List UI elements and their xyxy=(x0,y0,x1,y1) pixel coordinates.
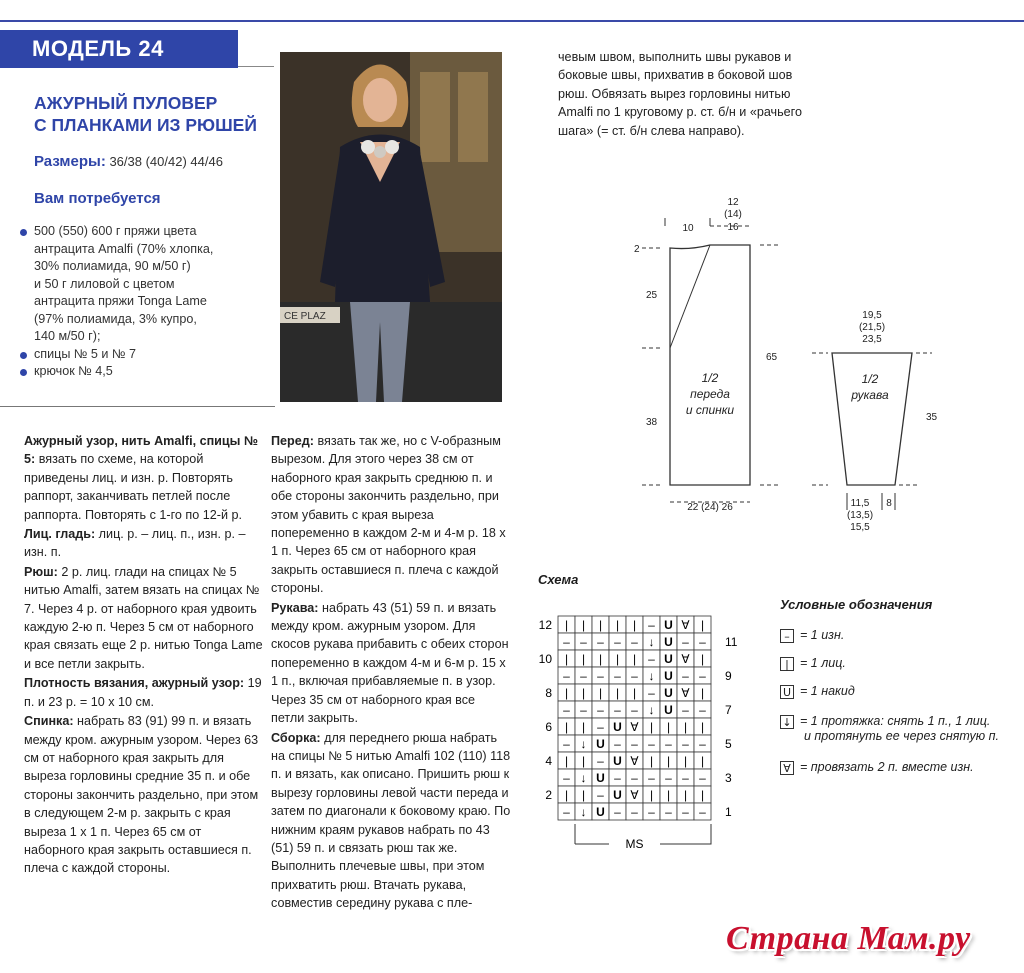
chart-symbol: | xyxy=(564,754,569,768)
chart-symbol: – xyxy=(563,703,570,717)
chart-symbol: U xyxy=(664,652,673,666)
chart-symbol: | xyxy=(632,686,637,700)
chart-row-number-right: 9 xyxy=(725,669,732,683)
model-number-tab: МОДЕЛЬ 24 xyxy=(0,30,238,68)
sleeve-length: 35 xyxy=(926,412,938,423)
instructions-column-3: чевым швом, выполнить швы рукавов и боковые швы, прихватив в боковой шов рюш. Обвязать вырез горловины нитью Amalfi по 1 круговому р. ст. б/н и «рачьего шага» (= ст. б/н слева направо). xyxy=(558,50,803,138)
paragraph-text: набрать 83 (91) 99 п. и вязать между кром. ажурным узором. Через 63 см от наборного края закрыть для выреза горловины средние 35 п. и обе стороны закончить раздельно, при этом в следующем 2-м р. закрыть с края выреза 1 х 1 п. Через 65 см от наборного края закрыть оставшиеся п. плеча с каждой стороны. xyxy=(24,714,259,876)
sleeve-bottom-width-2: (13,5) xyxy=(846,510,874,521)
chart-symbol: | xyxy=(615,686,620,700)
chart-symbol: | xyxy=(581,788,586,802)
chart-symbol: | xyxy=(632,652,637,666)
materials-list xyxy=(34,223,274,381)
chart-symbol: – xyxy=(563,635,570,649)
chart-symbol: Ɐ xyxy=(630,720,639,734)
chart-symbol: – xyxy=(580,703,587,717)
svg-text:CE PLAZ: CE PLAZ xyxy=(284,311,326,322)
chart-symbol: | xyxy=(615,618,620,632)
chart-symbol: – xyxy=(563,669,570,683)
chart-symbol: – xyxy=(682,771,689,785)
chart-symbol: – xyxy=(614,635,621,649)
chart-symbol: | xyxy=(649,754,654,768)
paragraph-heading: Рюш: xyxy=(24,564,58,579)
material-line: 30% полиамида, 90 м/50 г) xyxy=(34,259,191,273)
chart-symbol: U xyxy=(664,635,673,649)
sleeve-top-width-3: 23,5 xyxy=(862,334,882,345)
pattern-title xyxy=(34,92,274,136)
material-line: спицы № 5 и № 7 xyxy=(34,346,136,361)
chart-symbol: ↓ xyxy=(648,635,655,649)
chart-symbol: | xyxy=(666,754,671,768)
chart-symbol: – xyxy=(597,635,604,649)
chart-symbol: – xyxy=(648,686,655,700)
chart-symbol: – xyxy=(682,669,689,683)
chart-symbol: | xyxy=(700,720,705,734)
material-line: антрацита пряжи Tonga Lame xyxy=(34,294,207,308)
chart-symbol: – xyxy=(699,771,706,785)
chart-symbol: | xyxy=(683,788,688,802)
paragraph-heading: Лиц. гладь: xyxy=(24,527,96,542)
legend-symbol-icon: – xyxy=(780,629,794,643)
paragraph-heading: Сборка: xyxy=(271,730,321,745)
material-line: 500 (550) 600 г пряжи цвета xyxy=(34,224,197,238)
chart-symbol: U xyxy=(613,720,622,734)
paragraph-text: 2 р. лиц. глади на спицах № 5 нитью Amalfi, затем вязать на спицах № 7. Через 4 р. от наборного края удвоить каждую 2-ю п. Через 5 см от наборного края связать еще 2 р. нитью Tonga Lame и все петли закрыть. xyxy=(24,564,263,671)
body-top-width-1: 12 xyxy=(727,197,739,208)
chart-symbol: – xyxy=(648,771,655,785)
chart-symbol: | xyxy=(666,720,671,734)
material-item xyxy=(34,363,274,381)
sleeve-label-1: 1/2 xyxy=(861,372,879,386)
instruction-paragraph xyxy=(24,674,264,711)
chart-symbol: | xyxy=(581,720,586,734)
chart-symbol: | xyxy=(564,618,569,632)
chart-symbol: – xyxy=(631,669,638,683)
chart-row-number-left: 12 xyxy=(538,618,552,632)
chart-symbol: – xyxy=(614,737,621,751)
chart-symbol: Ɐ xyxy=(630,788,639,802)
chart-symbol: – xyxy=(614,805,621,819)
chart-symbol: ↓ xyxy=(648,669,655,683)
chart-symbol: – xyxy=(597,669,604,683)
chart-symbol: ↓ xyxy=(648,703,655,717)
chart-symbol: – xyxy=(682,737,689,751)
chart-symbol: U xyxy=(664,669,673,683)
chart-symbol: | xyxy=(700,686,705,700)
material-line: антрацита Amalfi (70% хлопка, xyxy=(34,241,214,256)
chart-symbol: | xyxy=(700,754,705,768)
chart-symbol: – xyxy=(563,805,570,819)
instruction-paragraph xyxy=(24,432,264,524)
chart-symbol: – xyxy=(665,771,672,785)
chart-symbol: | xyxy=(632,618,637,632)
top-rule xyxy=(0,20,1024,22)
legend-item xyxy=(780,714,999,743)
chart-symbol: – xyxy=(648,618,655,632)
chart-symbol: | xyxy=(683,720,688,734)
chart-symbol: – xyxy=(597,754,604,768)
chart-symbol: U xyxy=(596,737,605,751)
body-label-3: и спинки xyxy=(685,403,735,417)
legend-text: = провязать 2 п. вместе изн. xyxy=(800,760,974,774)
material-item xyxy=(34,223,274,346)
stitch-chart xyxy=(532,612,752,852)
tab-rule xyxy=(238,66,274,67)
bullet-icon xyxy=(20,352,27,359)
instruction-paragraph xyxy=(271,729,511,913)
chart-symbol: | xyxy=(649,720,654,734)
chart-symbol: – xyxy=(699,669,706,683)
instruction-paragraph xyxy=(24,712,264,878)
chart-symbol: | xyxy=(564,686,569,700)
material-line: 140 м/50 г); xyxy=(34,329,101,343)
legend-item xyxy=(780,684,855,699)
chart-row-number-left: 10 xyxy=(538,652,552,666)
chart-symbol: | xyxy=(700,652,705,666)
instruction-paragraph xyxy=(24,525,264,562)
legend-text-cont: и протянуть ее через снятую п. xyxy=(804,728,1000,743)
chart-symbol: | xyxy=(581,618,586,632)
chart-symbol: – xyxy=(563,737,570,751)
legend-symbol-icon: Ɐ xyxy=(780,761,794,775)
chart-symbol: U xyxy=(613,754,622,768)
chart-symbol: ↓ xyxy=(580,805,587,819)
sleeve-top-width-1: 19,5 xyxy=(862,310,882,321)
chart-symbol: – xyxy=(699,805,706,819)
body-label-1: 1/2 xyxy=(701,371,719,385)
title-line-1: АЖУРНЫЙ ПУЛОВЕР xyxy=(34,93,218,113)
chart-row-number-right: 11 xyxy=(725,635,738,649)
legend-item xyxy=(780,656,846,671)
legend-item xyxy=(780,628,844,643)
chart-symbol: | xyxy=(649,788,654,802)
legend-symbol-icon: ↓ xyxy=(780,715,794,729)
instruction-paragraph xyxy=(24,563,264,673)
chart-symbol: | xyxy=(700,788,705,802)
chart-symbol: | xyxy=(666,788,671,802)
chart-symbol: – xyxy=(665,737,672,751)
sizes-label: Размеры: xyxy=(34,153,106,170)
material-item xyxy=(34,346,274,364)
chart-symbol: | xyxy=(598,652,603,666)
chart-row-number-right: 5 xyxy=(725,737,732,751)
sleeve-top-width-2: (21,5) xyxy=(858,322,886,333)
legend-text: = 1 лиц. xyxy=(800,656,846,670)
chart-symbol: | xyxy=(581,652,586,666)
body-total-length: 65 xyxy=(766,352,778,363)
paragraph-text: вязать по схеме, на которой приведены лиц. и изн. р. Повторять раппорт, заканчивать петлей после раппорта. Повторять с 1-го по 12-й р. xyxy=(24,452,242,522)
chart-symbol: – xyxy=(597,788,604,802)
chart-symbol: – xyxy=(682,703,689,717)
title-line-2: С ПЛАНКАМИ ИЗ РЮШЕЙ xyxy=(34,115,257,135)
chart-symbol: – xyxy=(631,805,638,819)
chart-symbol: U xyxy=(664,703,673,717)
body-neck-width: 10 xyxy=(682,223,694,234)
body-neck-depth: 2 xyxy=(634,244,640,255)
chart-symbol: – xyxy=(631,737,638,751)
bullet-icon xyxy=(20,229,27,236)
body-side-height: 38 xyxy=(646,417,658,428)
chart-symbol: | xyxy=(564,788,569,802)
paragraph-heading: Спинка: xyxy=(24,714,74,729)
material-line: (97% полиамида, 3% купро, xyxy=(34,311,197,326)
chart-symbol: U xyxy=(596,771,605,785)
chart-symbol: U xyxy=(664,618,673,632)
instruction-paragraph xyxy=(271,432,511,598)
paragraph-heading: Перед: xyxy=(271,434,314,448)
bullet-icon xyxy=(20,369,27,376)
legend-item xyxy=(780,760,974,775)
material-line: крючок № 4,5 xyxy=(34,364,113,378)
chart-label: Схема xyxy=(538,572,579,587)
chart-row-number-left: 2 xyxy=(545,788,552,802)
chart-symbol: – xyxy=(682,805,689,819)
chart-symbol: | xyxy=(581,754,586,768)
pattern-schematic xyxy=(620,190,960,540)
body-label-2: переда xyxy=(690,387,730,401)
chart-symbol: – xyxy=(614,703,621,717)
sizes-value: 36/38 (40/42) 44/46 xyxy=(109,154,223,169)
chart-symbol: | xyxy=(700,618,705,632)
paragraph-text: вязать так же, но с V-образным вырезом. Для этого через 38 см от наборного края закрыть среднюю п. и обе стороны закончить раздельно, при этом убавить с края выреза попеременно в каждом 2-м и 4-м р. 18 х 1 п. Через 65 см от наборного края закрыть оставшиеся п. плеча с каждой стороны. xyxy=(271,434,506,596)
paragraph-text: лиц. р. – лиц. п., изн. р. – изн. п. xyxy=(24,527,246,560)
chart-symbol: – xyxy=(563,771,570,785)
material-line: и 50 г лиловой с цветом xyxy=(34,276,175,291)
chart-symbol: – xyxy=(631,771,638,785)
sleeve-bottom-width-3: 15,5 xyxy=(850,522,870,533)
chart-row-number-right: 7 xyxy=(725,703,732,717)
materials-heading: Вам потребуется xyxy=(34,190,161,207)
chart-symbol: | xyxy=(598,686,603,700)
chart-symbol: – xyxy=(631,635,638,649)
chart-symbol: – xyxy=(648,737,655,751)
sleeve-label-2: рукава xyxy=(851,388,889,402)
paragraph-text: 19 п. и 23 р. = 10 х 10 см. xyxy=(24,676,262,709)
chart-symbol: U xyxy=(664,686,673,700)
chart-symbol: – xyxy=(597,720,604,734)
chart-symbol: | xyxy=(564,720,569,734)
rapport-label: MS xyxy=(625,837,644,851)
legend-text: = 1 изн. xyxy=(800,628,845,642)
instructions-column-1 xyxy=(24,432,264,879)
chart-symbol: Ɐ xyxy=(681,618,690,632)
chart-symbol: – xyxy=(631,703,638,717)
chart-symbol: – xyxy=(699,703,706,717)
chart-symbol: – xyxy=(580,669,587,683)
instructions-column-2 xyxy=(271,432,511,914)
paragraph-text: набрать 43 (51) 59 п. и вязать между кром. ажурным узором. Для скосов рукава прибавить с обеих сторон попеременно в каждом 4-м и 6-м р. 15 х 1 п., включая прибавляемые п. в узор. Через 35 см от наборного края все петли закрыть. xyxy=(271,600,509,726)
chart-row-number-left: 4 xyxy=(545,754,552,768)
chart-row-number-right: 1 xyxy=(725,805,732,819)
legend-symbol-icon: | xyxy=(780,657,794,671)
chart-symbol: Ɐ xyxy=(681,686,690,700)
chart-symbol: – xyxy=(580,635,587,649)
chart-symbol: | xyxy=(581,686,586,700)
chart-symbol: U xyxy=(596,805,605,819)
body-bottom-width: 22 (24) 26 xyxy=(687,502,733,513)
chart-symbol: Ɐ xyxy=(681,652,690,666)
body-armhole-height: 25 xyxy=(646,290,658,301)
photo-rule xyxy=(0,406,275,407)
chart-symbol: – xyxy=(614,669,621,683)
chart-symbol: ↓ xyxy=(580,771,587,785)
site-watermark: Страна Мам.ру xyxy=(726,920,971,957)
chart-symbol: Ɐ xyxy=(630,754,639,768)
chart-symbol: – xyxy=(699,635,706,649)
paragraph-text: для переднего рюша набрать на спицы № 5 нитью Amalfi 102 (110) 118 п. и вязать, как описано. Пришить рюш к вырезу горловины левой части переда и затем по диагонали к боковому краю. По нижним краям рукавов набрать по 43 (51) 59 п. и связать рюш так же. Выполнить плечевые швы, при этом прихватить рюш. Втачать рукава, совместив середину рукава с пле- xyxy=(271,730,511,911)
chart-symbol: | xyxy=(564,652,569,666)
paragraph-heading: Ажурный узор, нить Amalfi, спицы № 5: xyxy=(24,434,258,467)
chart-symbol: – xyxy=(648,652,655,666)
legend-text: = 1 накид xyxy=(800,684,855,698)
chart-symbol: | xyxy=(683,754,688,768)
chart-symbol: | xyxy=(598,618,603,632)
chart-symbol: – xyxy=(614,771,621,785)
sizes xyxy=(34,153,223,170)
body-top-width-2: (14) xyxy=(724,209,742,220)
chart-symbol: U xyxy=(613,788,622,802)
chart-symbol: ↓ xyxy=(580,737,587,751)
model-photo xyxy=(280,52,502,402)
chart-symbol: – xyxy=(682,635,689,649)
chart-symbol: – xyxy=(597,703,604,717)
paragraph-heading: Плотность вязания, ажурный узор: xyxy=(24,676,245,691)
chart-row-number-right: 3 xyxy=(725,771,732,785)
body-top-width-3: 16 xyxy=(727,222,739,233)
legend-title: Условные обозначения xyxy=(780,597,933,612)
photo-illustration xyxy=(280,52,502,402)
chart-symbol: – xyxy=(648,805,655,819)
chart-row-number-left: 6 xyxy=(545,720,552,734)
paragraph-heading: Рукава: xyxy=(271,600,319,615)
chart-row-number-left: 8 xyxy=(545,686,552,700)
chart-symbol: | xyxy=(615,652,620,666)
sleeve-bottom-width-1: 11,5 xyxy=(850,498,870,509)
instruction-paragraph xyxy=(271,599,511,728)
legend-text: = 1 протяжка: снять 1 п., 1 лиц. xyxy=(800,714,991,728)
chart-symbol: – xyxy=(699,737,706,751)
sleeve-bottom-offset: 8 xyxy=(886,498,892,509)
chart-symbol: – xyxy=(665,805,672,819)
legend-symbol-icon: U xyxy=(780,685,794,699)
